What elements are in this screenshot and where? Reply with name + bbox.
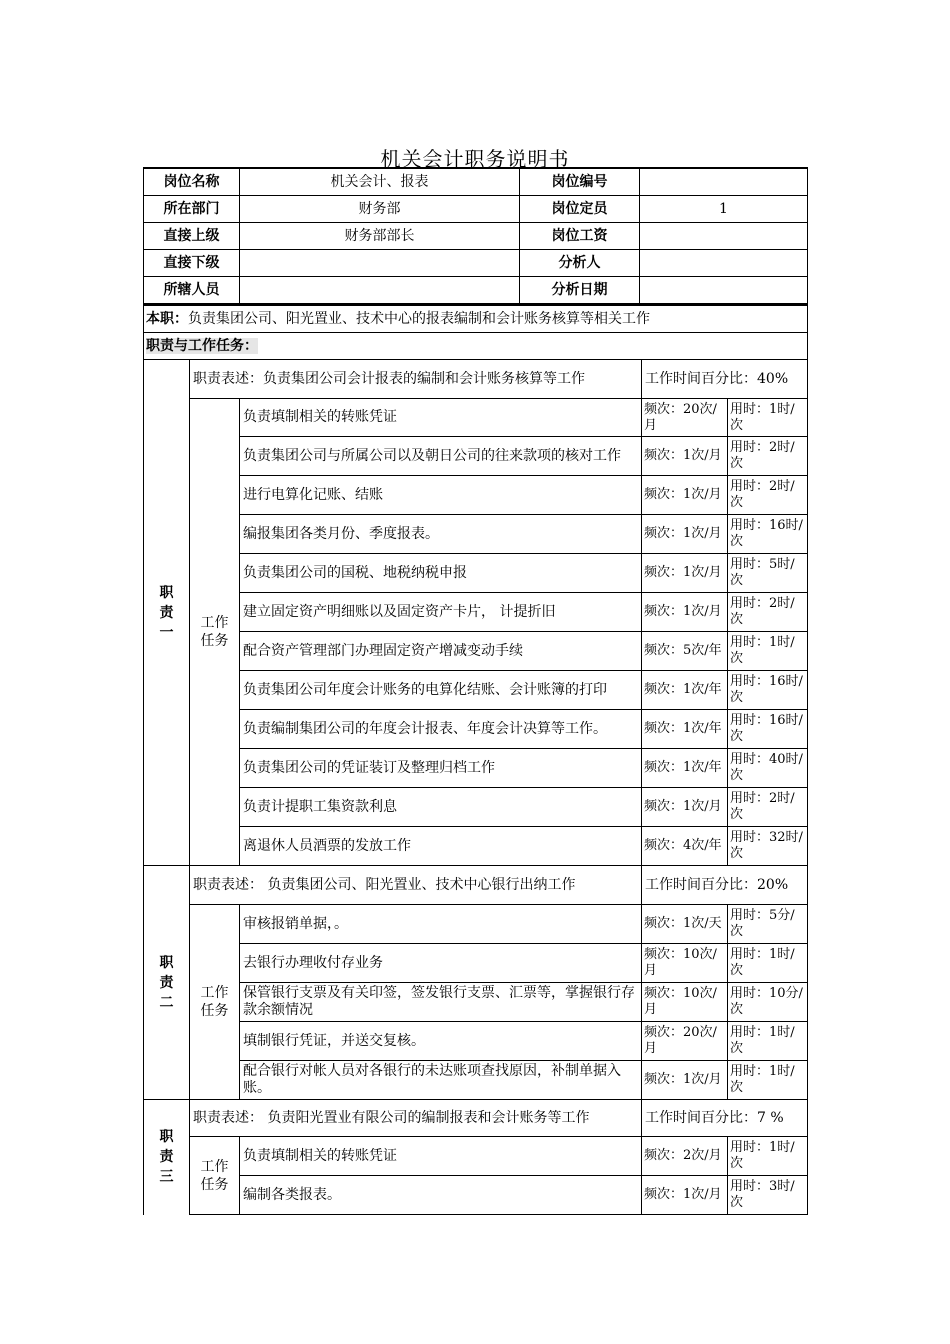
task-frequency: 频次：10次/月 bbox=[642, 944, 728, 983]
field-label: 岗位定员 bbox=[520, 196, 640, 223]
duty-label-text: 职责二 bbox=[159, 954, 174, 1011]
task-description: 负责集团公司的国税、地税纳税申报 bbox=[240, 554, 642, 593]
header-row bbox=[144, 223, 808, 250]
field-value: 财务部部长 bbox=[240, 223, 520, 250]
task-duration: 用时：2时/次 bbox=[728, 437, 808, 476]
task-description: 负责集团公司年度会计账务的电算化结账、会计账簿的打印 bbox=[240, 671, 642, 710]
task-frequency: 频次：1次/天 bbox=[642, 905, 728, 944]
benzhi-label: 本职： bbox=[146, 310, 188, 327]
task-row bbox=[144, 749, 808, 788]
task-description: 负责填制相关的转账凭证 bbox=[240, 1137, 642, 1176]
field-value: 1 bbox=[640, 196, 808, 223]
task-row bbox=[144, 554, 808, 593]
duty-description: 职责表述：负责集团公司会计报表的编制和会计账务核算等工作 bbox=[190, 360, 642, 399]
task-frequency: 频次：1次/月 bbox=[642, 788, 728, 827]
task-row bbox=[144, 671, 808, 710]
task-frequency: 频次：5次/年 bbox=[642, 632, 728, 671]
task-description: 负责集团公司与所属公司以及朝日公司的往来款项的核对工作 bbox=[240, 437, 642, 476]
task-frequency: 频次：1次/年 bbox=[642, 671, 728, 710]
field-label: 岗位名称 bbox=[144, 168, 240, 196]
task-description: 建立固定资产明细账以及固定资产卡片， 计提折旧 bbox=[240, 593, 642, 632]
task-duration: 用时：5分/次 bbox=[728, 905, 808, 944]
header-row bbox=[144, 196, 808, 223]
field-label: 直接下级 bbox=[144, 250, 240, 277]
task-duration: 用时：40时/次 bbox=[728, 749, 808, 788]
duties-title-row bbox=[144, 333, 808, 360]
task-row bbox=[144, 983, 808, 1022]
duty-time-percentage: 工作时间百分比：7 % bbox=[642, 1100, 808, 1137]
duty-label bbox=[144, 1100, 190, 1215]
task-row bbox=[144, 710, 808, 749]
field-label: 直接上级 bbox=[144, 223, 240, 250]
task-duration: 用时：1时/次 bbox=[728, 632, 808, 671]
field-value bbox=[640, 277, 808, 304]
duties-table bbox=[143, 304, 808, 1215]
task-label-text: 工作任务 bbox=[200, 615, 229, 649]
task-row bbox=[144, 827, 808, 866]
task-frequency: 频次：20次/月 bbox=[642, 1022, 728, 1061]
task-duration: 用时：5时/次 bbox=[728, 554, 808, 593]
task-row bbox=[144, 399, 808, 437]
field-value bbox=[640, 223, 808, 250]
task-row bbox=[144, 437, 808, 476]
field-value: 机关会计、报表 bbox=[240, 168, 520, 196]
header-row bbox=[144, 250, 808, 277]
task-row bbox=[144, 1022, 808, 1061]
duty-time-percentage: 工作时间百分比：20% bbox=[642, 866, 808, 905]
task-description: 配合资产管理部门办理固定资产增减变动手续 bbox=[240, 632, 642, 671]
task-frequency: 频次：1次/月 bbox=[642, 593, 728, 632]
task-duration: 用时：1时/次 bbox=[728, 1022, 808, 1061]
document-title: 机关会计职务说明书 bbox=[380, 147, 570, 171]
task-description: 离退休人员酒票的发放工作 bbox=[240, 827, 642, 866]
header-row bbox=[144, 168, 808, 196]
task-frequency: 频次：1次/年 bbox=[642, 710, 728, 749]
task-duration: 用时：3时/次 bbox=[728, 1176, 808, 1215]
duty-label-text: 职责一 bbox=[159, 584, 174, 641]
task-description: 进行电算化记账、结账 bbox=[240, 476, 642, 515]
field-label: 分析日期 bbox=[520, 277, 640, 304]
task-frequency: 频次：1次/月 bbox=[642, 1061, 728, 1100]
header-table bbox=[143, 167, 808, 304]
task-description: 编报集团各类月份、季度报表。 bbox=[240, 515, 642, 554]
task-frequency: 频次：10次/月 bbox=[642, 983, 728, 1022]
task-row bbox=[144, 1061, 808, 1100]
duty-desc-row bbox=[144, 1100, 808, 1137]
task-label-text: 工作任务 bbox=[200, 985, 229, 1019]
task-description: 编制各类报表。 bbox=[240, 1176, 642, 1215]
task-label bbox=[190, 1137, 240, 1215]
task-duration: 用时：2时/次 bbox=[728, 476, 808, 515]
task-duration: 用时：1时/次 bbox=[728, 399, 808, 437]
task-duration: 用时：2时/次 bbox=[728, 593, 808, 632]
task-row bbox=[144, 1137, 808, 1176]
task-duration: 用时：16时/次 bbox=[728, 515, 808, 554]
duties-title-cell bbox=[144, 333, 808, 360]
task-duration: 用时：2时/次 bbox=[728, 788, 808, 827]
task-duration: 用时：16时/次 bbox=[728, 671, 808, 710]
duty-label bbox=[144, 360, 190, 866]
task-duration: 用时：1时/次 bbox=[728, 1137, 808, 1176]
duty-desc-row bbox=[144, 866, 808, 905]
task-row bbox=[144, 788, 808, 827]
task-frequency: 频次：2次/月 bbox=[642, 1137, 728, 1176]
task-description: 配合银行对帐人员对各银行的未达账项查找原因，补制单据入账。 bbox=[240, 1061, 642, 1100]
duty-label-text: 职责三 bbox=[159, 1129, 174, 1186]
task-row bbox=[144, 1176, 808, 1215]
duty-desc-row bbox=[144, 360, 808, 399]
task-frequency: 频次：1次/月 bbox=[642, 437, 728, 476]
duty-description: 职责表述： 负责集团公司、阳光置业、技术中心银行出纳工作 bbox=[190, 866, 642, 905]
field-value bbox=[240, 277, 520, 304]
task-frequency: 频次：1次/月 bbox=[642, 515, 728, 554]
task-description: 负责计提职工集资款利息 bbox=[240, 788, 642, 827]
field-value bbox=[640, 168, 808, 196]
task-description: 负责填制相关的转账凭证 bbox=[240, 399, 642, 437]
task-duration: 用时：16时/次 bbox=[728, 710, 808, 749]
task-duration: 用时：10分/次 bbox=[728, 983, 808, 1022]
field-value: 财务部 bbox=[240, 196, 520, 223]
task-label-text: 工作任务 bbox=[200, 1158, 229, 1193]
task-description: 填制银行凭证，并送交复核。 bbox=[240, 1022, 642, 1061]
duties-title: 职责与工作任务： bbox=[146, 337, 258, 354]
task-row bbox=[144, 944, 808, 983]
task-row bbox=[144, 632, 808, 671]
task-description: 去银行办理收付存业务 bbox=[240, 944, 642, 983]
benzhi-cell bbox=[144, 305, 808, 333]
task-row bbox=[144, 476, 808, 515]
task-description: 负责集团公司的凭证装订及整理归档工作 bbox=[240, 749, 642, 788]
task-frequency: 频次：1次/月 bbox=[642, 554, 728, 593]
duty-description: 职责表述： 负责阳光置业有限公司的编制报表和会计账务等工作 bbox=[190, 1100, 642, 1137]
header-row bbox=[144, 277, 808, 304]
task-frequency: 频次：20次/月 bbox=[642, 399, 728, 437]
task-frequency: 频次：1次/月 bbox=[642, 1176, 728, 1215]
duty-time-percentage: 工作时间百分比：40% bbox=[642, 360, 808, 399]
field-value bbox=[640, 250, 808, 277]
task-frequency: 频次：1次/年 bbox=[642, 749, 728, 788]
task-description: 保管银行支票及有关印签，签发银行支票、汇票等，掌握银行存款余额情况 bbox=[240, 983, 642, 1022]
field-value bbox=[240, 250, 520, 277]
field-label: 岗位工资 bbox=[520, 223, 640, 250]
task-label bbox=[190, 905, 240, 1100]
benzhi-row bbox=[144, 305, 808, 333]
task-row bbox=[144, 593, 808, 632]
duty-label bbox=[144, 866, 190, 1100]
task-label bbox=[190, 399, 240, 866]
task-duration: 用时：1时/次 bbox=[728, 1061, 808, 1100]
field-label: 所辖人员 bbox=[144, 277, 240, 304]
field-label: 分析人 bbox=[520, 250, 640, 277]
task-frequency: 频次：4次/年 bbox=[642, 827, 728, 866]
benzhi-text: 负责集团公司、阳光置业、技术中心的报表编制和会计账务核算等相关工作 bbox=[188, 310, 650, 327]
field-label: 所在部门 bbox=[144, 196, 240, 223]
task-description: 负责编制集团公司的年度会计报表、年度会计决算等工作。 bbox=[240, 710, 642, 749]
field-label: 岗位编号 bbox=[520, 168, 640, 196]
task-frequency: 频次：1次/月 bbox=[642, 476, 728, 515]
task-description: 审核报销单据，。 bbox=[240, 905, 642, 944]
task-row bbox=[144, 905, 808, 944]
task-duration: 用时：1时/次 bbox=[728, 944, 808, 983]
task-duration: 用时：32时/次 bbox=[728, 827, 808, 866]
task-row bbox=[144, 515, 808, 554]
job-description-sheet bbox=[143, 167, 807, 1215]
